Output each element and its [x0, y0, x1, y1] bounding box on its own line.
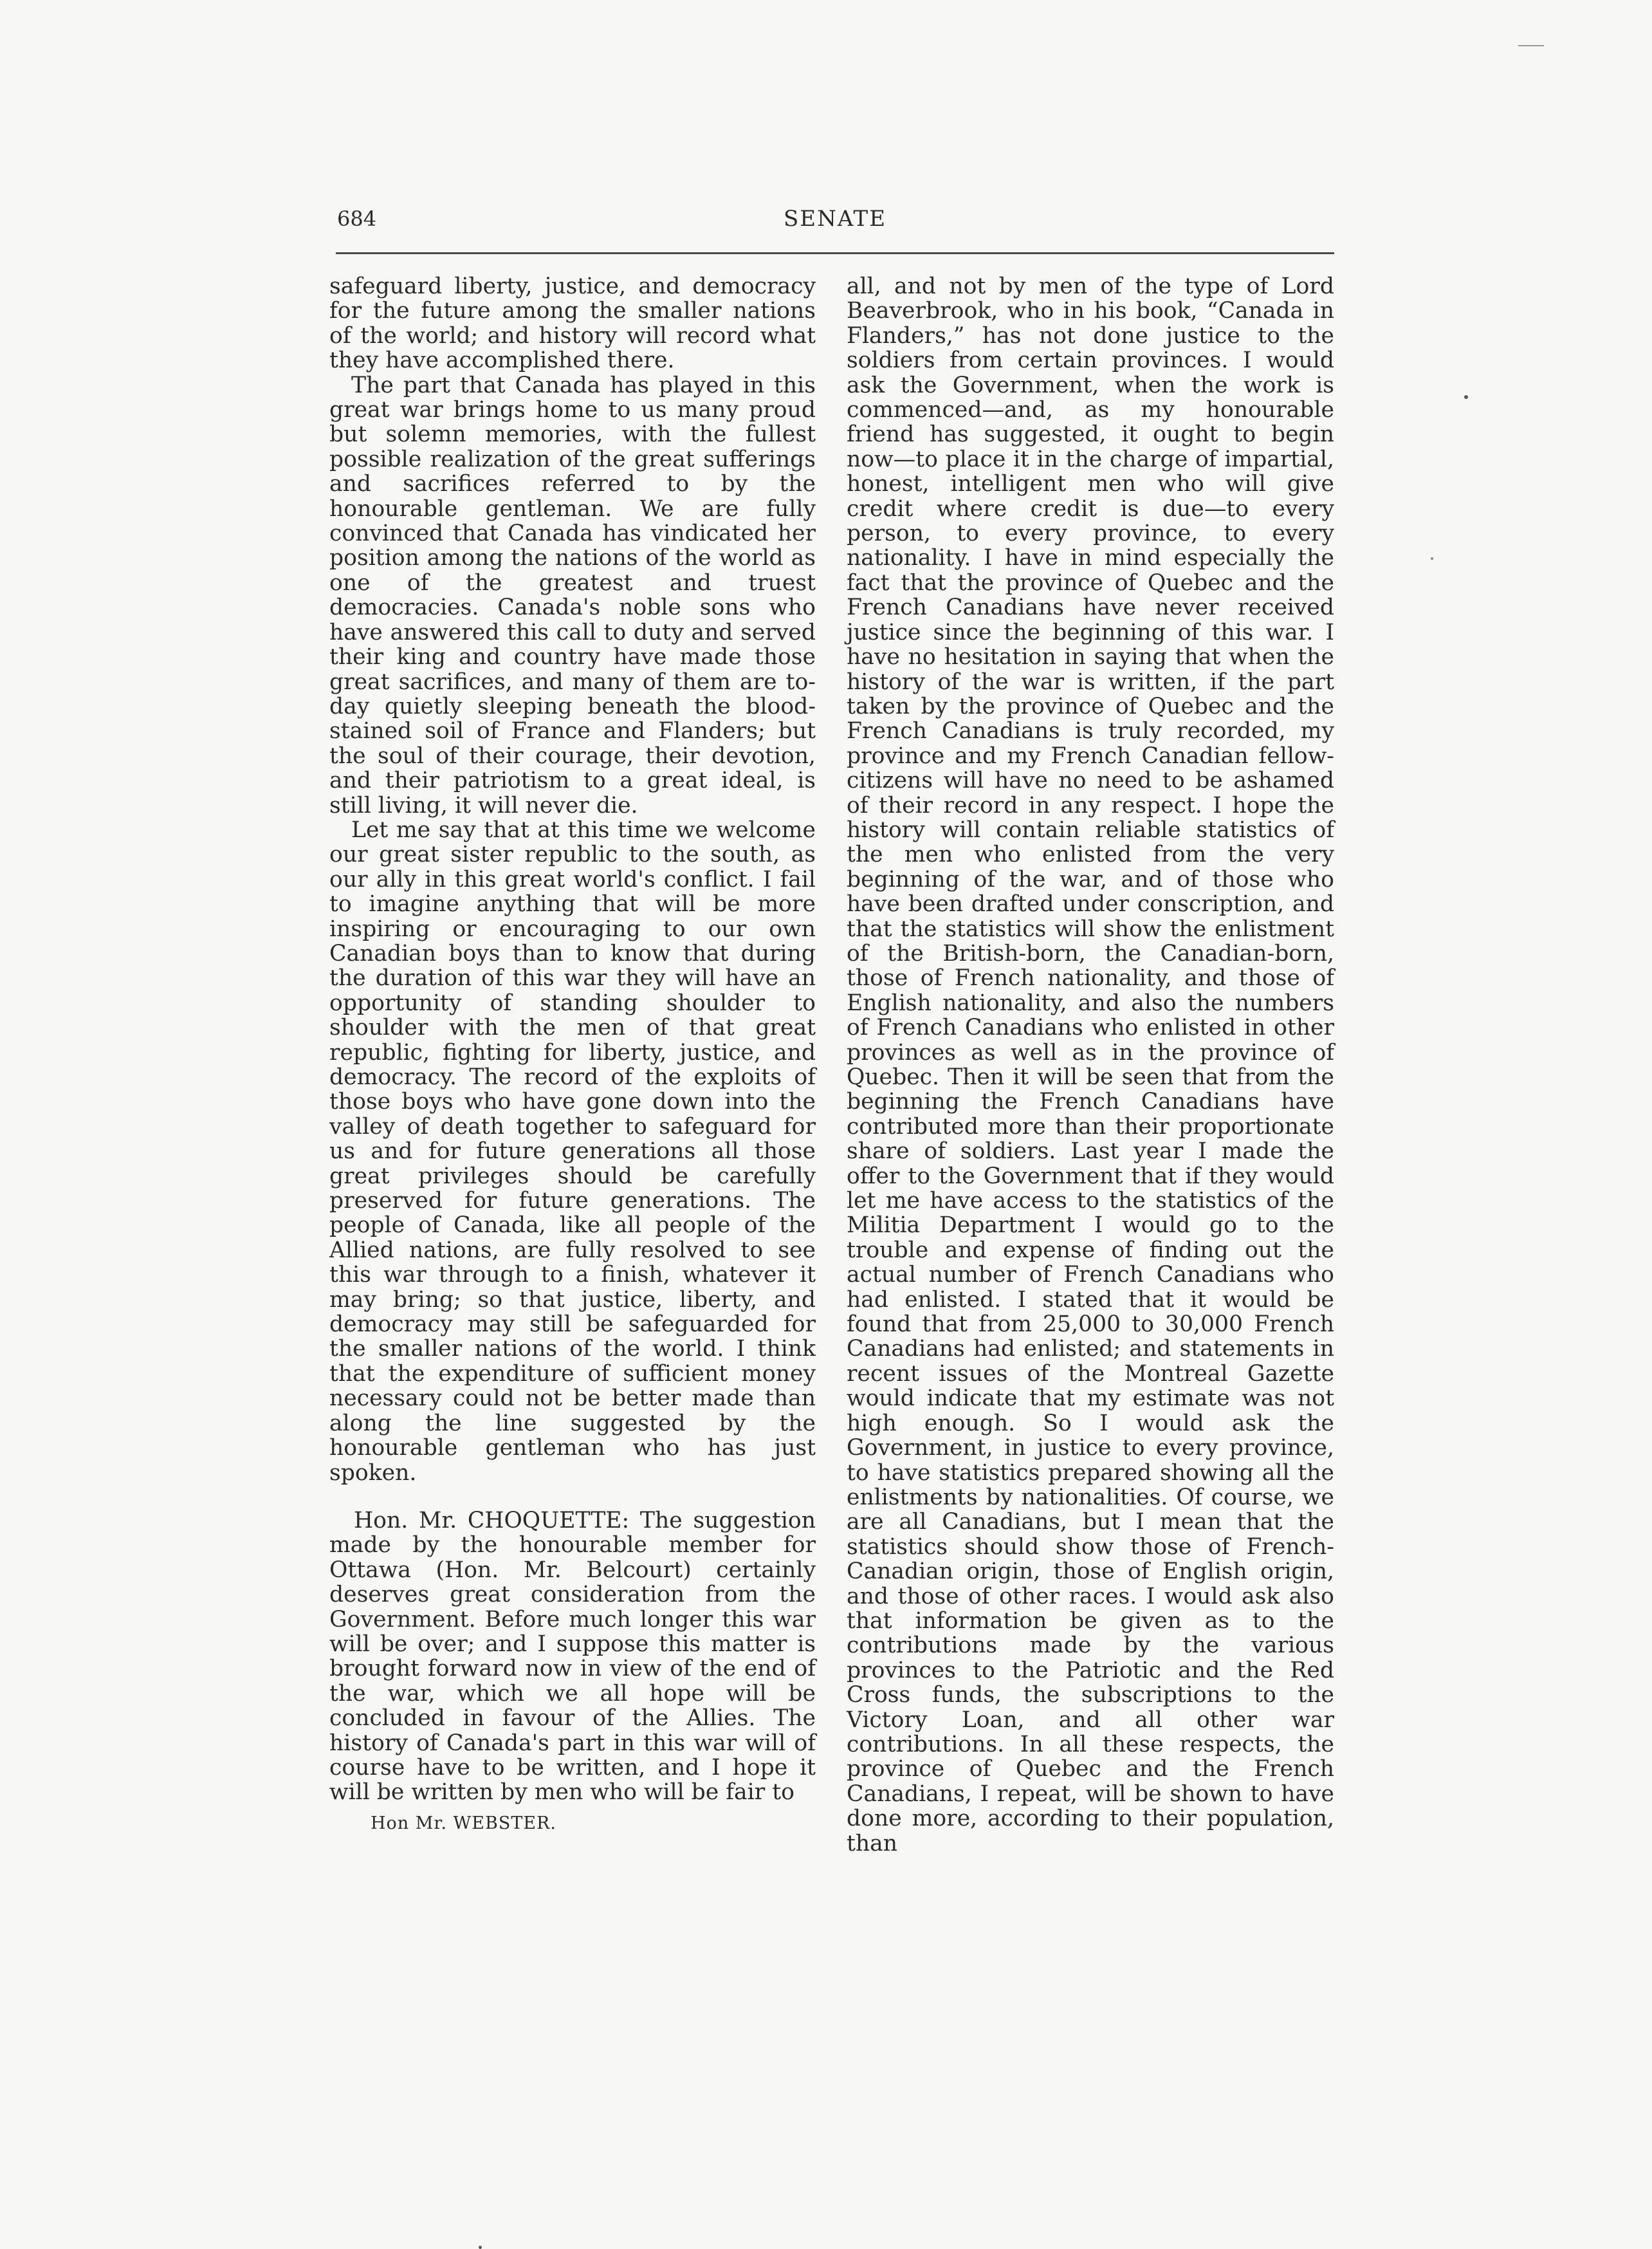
speech-paragraph: Hon. Mr. CHOQUETTE: The suggestion made by the honourable member for Ottawa (Hon. Mr. Belcourt) certainly deserves great consideration from the Government. Before much longer this war will be over; and I suppose this matter is brought forward now in view of the end of the war, which we all hope will be concluded in favour of the Allies. The history of Canada's part in this war will of course have to be written, and I hope it will be written by men who will be fair to: [329, 1507, 816, 1806]
left-column: [329, 274, 816, 1836]
page-number: 684: [337, 207, 377, 231]
print-speck: [479, 2246, 482, 2249]
paragraph: safeguard liberty, justice, and democracy for the future among the smaller nations of the world; and history will record what they have accomplished there.: [329, 273, 816, 374]
paragraph: all, and not by men of the type of Lord Beaverbrook, who in his book, “Canada in Flanders,” has not done justice to the soldiers from certain provinces. I would ask the Government, when the work is commenced—and, as my honourable friend has suggested, it ought to begin now—to place it in the charge of impartial, honest, intelligent men who will give credit where credit is due—to every person, to every province, to every nationality. I have in mind especially the fact that the province of Quebec and the French Canadians have never received justice since the beginning of this war. I have no hesitation in saying that when the history of the war is written, if the part taken by the province of Quebec and the French Canadians is truly recorded, my province and my French Canadian fellow-citizens will have no need to be ashamed of their record in any respect. I hope the history will contain reliable statistics of the men who enlisted from the very beginning of the war, and of those who have been drafted under conscription, and that the statistics will show the enlistment of the British-born, the Canadian-born, those of French nationality, and those of English nationality, and also the numbers of French Canadians who enlisted in other provinces as well as in the province of Quebec. Then it will be seen that from the beginning the French Canadians have contributed more than their proportionate share of soldiers. Last year I made the offer to the Government that if they would let me have access to the statistics of the Militia Department I would go to the trouble and expense of finding out the actual number of French Canadians who had enlisted. I stated that it would be found that from 25,000 to 30,000 French Canadians had enlisted; and statements in recent issues of the Montreal Gazette would indicate that my estimate was not high enough. So I would ask the Government, in justice to every province, to have statistics prepared showing all the enlistments by nationalities. Of course, we are all Canadians, but I mean that the statistics should show those of French-Canadian origin, those of English origin, and those of other races. I would ask also that information be given as to the contributions made by the various provinces to the Patriotic and the Red Cross funds, the subscriptions to the Victory Loan, and all other war contributions. In all these respects, the province of Quebec and the French Canadians, I repeat, will be shown to have done more, according to their population, than: [847, 273, 1334, 1856]
speaker-tag: Hon Mr. WEBSTER.: [371, 1813, 556, 1833]
header-rule: [336, 252, 1334, 254]
print-speck: [1464, 395, 1468, 399]
paragraph: The part that Canada has played in this great war brings home to us many proud but solemn memories, with the fullest possible realization of the great sufferings and sacrifices referred to by the honourable gentleman. We are fully convinced that Canada has vindicated her position among the nations of the world as one of the greatest and truest democracies. Canada's noble sons who have answered this call to duty and served their king and country have made those great sacrifices, and many of them are to-day quietly sleeping beneath the blood-stained soil of France and Flanders; but the soul of their courage, their devotion, and their patriotism to a great ideal, is still living, it will never die.: [329, 372, 816, 819]
paragraph: Let me say that at this time we welcome our great sister republic to the south, as our ally in this great world's conflict. I fail to imagine anything that will be more inspiring or encouraging to our own Canadian boys than to know that during the duration of this war they will have an opportunity of standing shoulder to shoulder with the men of that great republic, fighting for liberty, justice, and democracy. The record of the exploits of those boys who have gone down into the valley of death together to safeguard for us and for future generations all those great privileges should be carefully preserved for future generations. The people of Canada, like all people of the Allied nations, are fully resolved to see this war through to a finish, whatever it may bring; so that justice, liberty, and democracy may still be safeguarded for the smaller nations of the world. I think that the expenditure of sufficient money necessary could not be better made than along the line suggested by the honourable gentleman who has just spoken.: [329, 817, 816, 1486]
right-column: [847, 274, 1334, 1856]
scan-edge-mark: [1518, 45, 1544, 46]
running-head: SENATE: [783, 206, 887, 232]
print-speck: [1431, 557, 1433, 560]
page-header: [337, 205, 1333, 245]
